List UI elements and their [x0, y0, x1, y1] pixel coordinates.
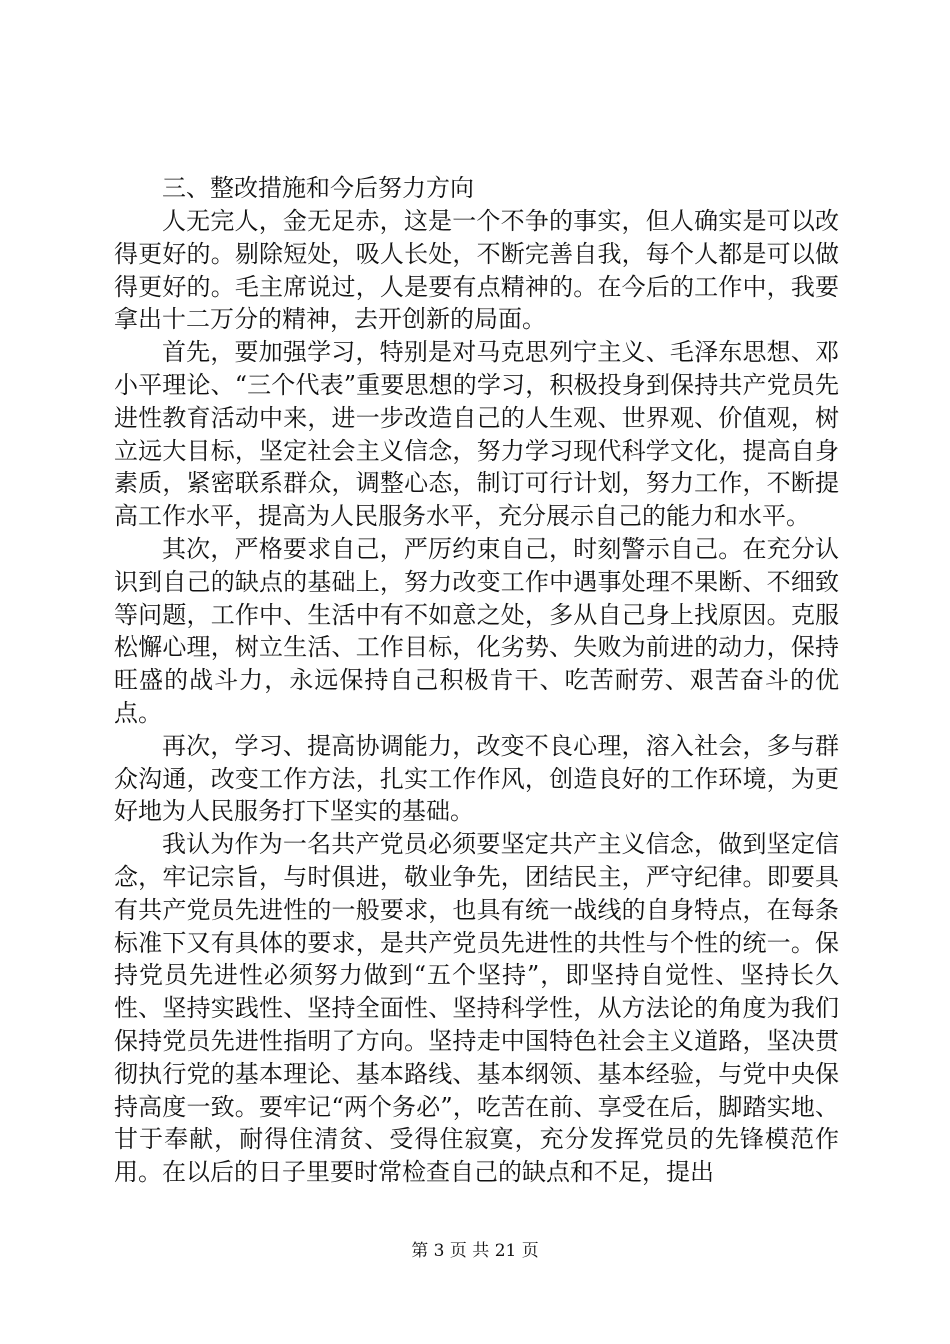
paragraph-conclusion: 我认为作为一名共产党员必须要坚定共产主义信念，做到坚定信念，牢记宗旨，与时俱进，敬业争先，团结民主，严守纪律。即要具有共产党员先进性的一般要求，也具有统一战线的自身特点，在每条标准下又有具体的要求，是共产党员先进性的共性与个性的统一。保持党员先进性必须努力做到“五个坚持”，即坚持自觉性、坚持长久性、坚持实践性、坚持全面性、坚持科学性，从方法论的角度为我们保持党员先进性指明了方向。坚持走中国特色社会主义道路，坚决贯彻执行党的基本理论、基本路线、基本纲领、基本经验，与党中央保持高度一致。要牢记“两个务必”，吃苦在前、享受在后，脚踏实地、甘于奉献，耐得住清贫、受得住寂寞，充分发挥党员的先锋模范作用。在以后的日子里要时常检查自己的缺点和不足，提出: [114, 830, 839, 1187]
document-body: [114, 172, 839, 1189]
section-heading: 三、整改措施和今后努力方向: [162, 174, 474, 202]
paragraph-third: 再次，学习、提高协调能力，改变不良心理，溶入社会，多与群众沟通，改变工作方法，扎实工作作风，创造良好的工作环境，为更好地为人民服务打下坚实的基础。: [114, 731, 839, 826]
paragraph-intro: 人无完人，金无足赤，这是一个不争的事实，但人确实是可以改得更好的。剔除短处，吸人长处，不断完善自我，每个人都是可以做得更好的。毛主席说过，人是要有点精神的。在今后的工作中，我要拿出十二万分的精神，去开创新的局面。: [114, 207, 839, 334]
paragraph-second: 其次，严格要求自己，严厉约束自己，时刻警示自己。在充分认识到自己的缺点的基础上，努力改变工作中遇事处理不果断、不细致等问题，工作中、生活中有不如意之处，多从自己身上找原因。克服松懈心理，树立生活、工作目标，化劣势、失败为前进的动力，保持旺盛的战斗力，永远保持自己积极肯干、吃苦耐劳、艰苦奋斗的优点。: [114, 534, 839, 727]
page-number-footer: 第 3 页 共 21 页: [411, 1241, 539, 1261]
paragraph-first: 首先，要加强学习，特别是对马克思列宁主义、毛泽东思想、邓小平理论、“三个代表”重要思想的学习，积极投身到保持共产党员先进性教育活动中来，进一步改造自己的人生观、世界观、价值观，树立远大目标，坚定社会主义信念，努力学习现代科学文化，提高自身素质，紧密联系群众，调整心态，制订可行计划，努力工作，不断提高工作水平，提高为人民服务水平，充分展示自己的能力和水平。: [114, 338, 839, 531]
